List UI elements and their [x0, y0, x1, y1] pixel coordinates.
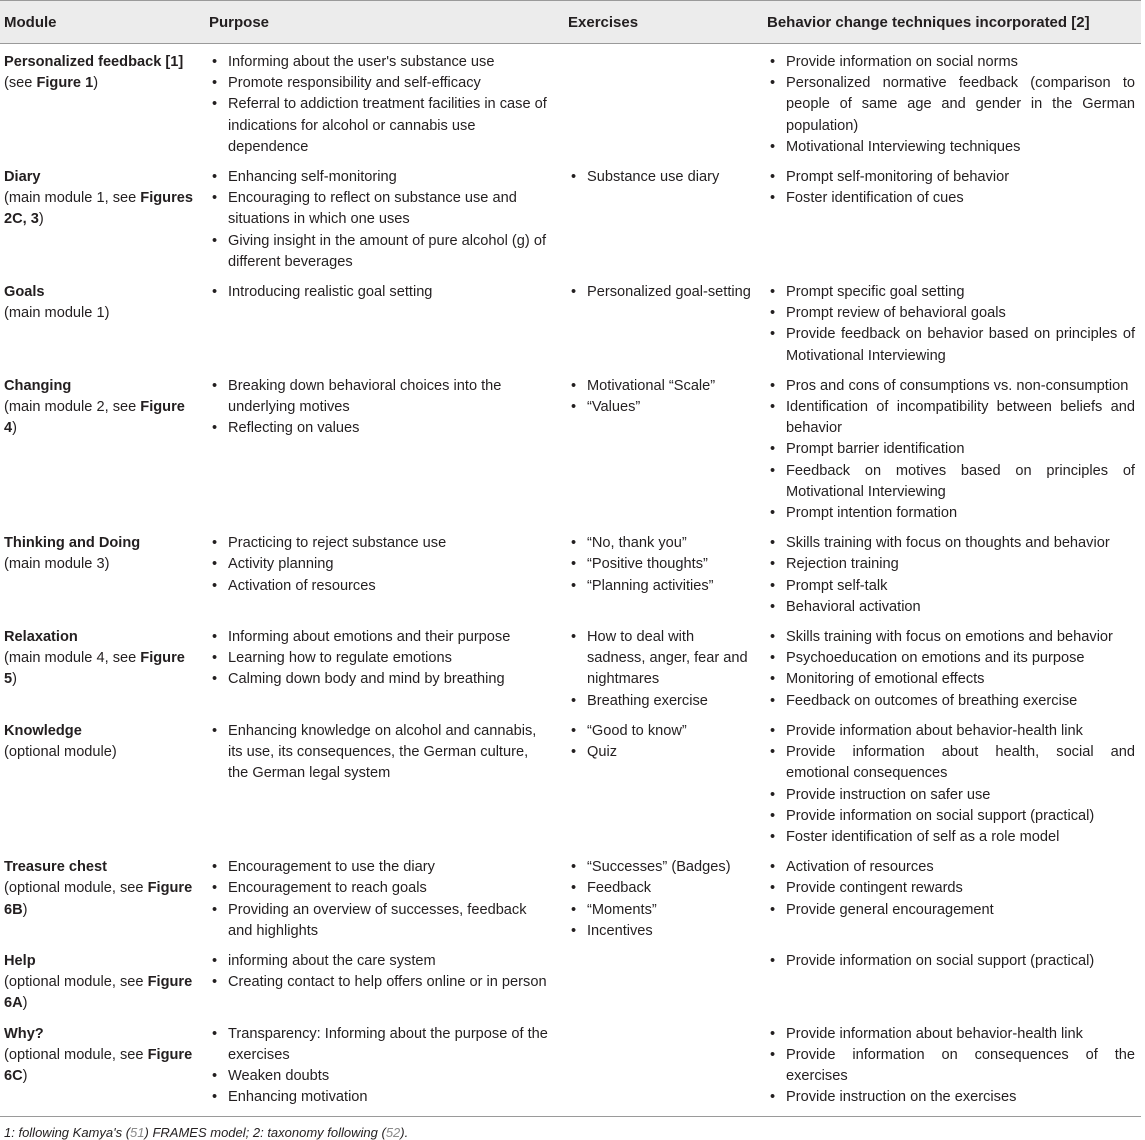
list-item: • Provide instruction on safer use — [767, 785, 1137, 806]
table-row — [0, 276, 1141, 370]
module-subtitle-close: ) — [22, 995, 28, 1012]
figure-link[interactable]: Figures 2C, 3 — [4, 190, 193, 228]
list-item: • Provide information on social support (practical) — [767, 951, 1137, 972]
purpose-list — [209, 167, 552, 273]
list-item: • Prompt specific goal setting — [767, 282, 1137, 303]
bct-list — [767, 1024, 1137, 1109]
module-subtitle — [4, 556, 109, 572]
module-subtitle — [4, 75, 98, 91]
module-name: Treasure chest — [4, 859, 108, 876]
table-footnote — [0, 1117, 1145, 1140]
list-item: • Provide instruction on the exercises — [767, 1087, 1137, 1108]
list-item: • Pros and cons of consumptions vs. non-consumption — [767, 376, 1137, 397]
list-item: • Personalized goal-setting — [568, 282, 751, 303]
list-item: • Provide information about behavior-health link — [767, 721, 1137, 742]
cell-exercises — [556, 1018, 755, 1117]
cell-purpose — [197, 621, 556, 715]
table-row — [0, 44, 1141, 162]
table-row — [0, 851, 1141, 945]
cell-exercises — [556, 44, 755, 162]
header-module: Module — [0, 1, 197, 44]
list-item: • Feedback on motives based on principles of Motivational Interviewing — [767, 461, 1137, 503]
cell-purpose — [197, 1018, 556, 1117]
list-item: • Activation of resources — [767, 857, 1137, 878]
list-item: • Motivational Interviewing techniques — [767, 137, 1137, 158]
list-item: • Creating contact to help offers online or in person — [209, 972, 552, 993]
list-item: • Substance use diary — [568, 167, 751, 188]
module-subtitle — [4, 305, 109, 321]
list-item: • Providing an overview of successes, feedback and highlights — [209, 900, 552, 942]
purpose-list — [209, 1024, 552, 1109]
module-name: Thinking and Doing — [4, 535, 141, 552]
cell-module — [0, 945, 197, 1018]
list-item: • Prompt review of behavioral goals — [767, 303, 1137, 324]
list-item: • informing about the care system — [209, 951, 552, 972]
figure-link[interactable]: Figure 1 — [36, 75, 94, 92]
table-row — [0, 1018, 1141, 1117]
bct-list — [767, 52, 1137, 158]
list-item: • Calming down body and mind by breathing — [209, 669, 552, 690]
list-item: • Prompt self-talk — [767, 576, 1137, 597]
cell-module — [0, 44, 197, 162]
module-subtitle-close: ) — [12, 420, 17, 437]
purpose-list — [209, 951, 552, 993]
list-item: • Giving insight in the amount of pure alcohol (g) of different beverages — [209, 231, 552, 273]
module-subtitle-text: (main module 4, see — [4, 650, 141, 667]
list-item: • Quiz — [568, 742, 751, 763]
module-subtitle-text: (main module 2, see — [4, 399, 141, 416]
cell-purpose — [197, 715, 556, 851]
list-item: • Personalized normative feedback (comparison to people of same age and gender in the German population) — [767, 73, 1137, 137]
list-item: • Provide feedback on behavior based on principles of Motivational Interviewing — [767, 324, 1137, 366]
cell-purpose — [197, 851, 556, 945]
list-item: • Transparency: Informing about the purpose of the exercises — [209, 1024, 552, 1066]
exercises-list — [568, 167, 751, 188]
list-item: • “No, thank you” — [568, 533, 751, 554]
list-item: • Encouragement to use the diary — [209, 857, 552, 878]
footnote-text-1: 1: following Kamya's ( — [4, 1125, 131, 1140]
list-item: • Foster identification of cues — [767, 188, 1137, 209]
cell-module — [0, 851, 197, 945]
list-item: • Provide information on social norms — [767, 52, 1137, 73]
cell-exercises — [556, 945, 755, 1018]
module-subtitle-close: ) — [22, 1067, 28, 1084]
bct-list — [767, 857, 1137, 921]
module-name: Help — [4, 952, 36, 969]
footnote-ref-51[interactable]: 51 — [130, 1125, 145, 1140]
cell-exercises — [556, 851, 755, 945]
bct-list — [767, 282, 1137, 367]
exercises-list — [568, 376, 751, 418]
module-name: Knowledge — [4, 722, 82, 739]
figure-link[interactable]: Figure 4 — [4, 399, 185, 437]
list-item: • Psychoeducation on emotions and its purpose — [767, 648, 1137, 669]
bct-list — [767, 721, 1137, 848]
header-exercises: Exercises — [556, 1, 755, 44]
bct-list — [767, 951, 1137, 972]
header-row — [0, 1, 1141, 44]
list-item: • Weaken doubts — [209, 1066, 552, 1087]
cell-module — [0, 715, 197, 851]
table-row — [0, 715, 1141, 851]
table-row — [0, 370, 1141, 527]
module-subtitle-close: ) — [93, 75, 99, 92]
cell-purpose — [197, 527, 556, 621]
figure-link[interactable]: Figure 5 — [4, 650, 185, 688]
cell-module — [0, 527, 197, 621]
list-item: • Activation of resources — [209, 576, 552, 597]
module-subtitle — [4, 744, 117, 760]
list-item: • “Values” — [568, 397, 751, 418]
cell-bct — [755, 44, 1141, 162]
list-item: • “Moments” — [568, 900, 751, 921]
cell-exercises — [556, 370, 755, 527]
footnote-text-2: ) FRAMES model; 2: taxonomy following ( — [144, 1125, 386, 1140]
list-item: • Skills training with focus on emotions and behavior — [767, 627, 1137, 648]
figure-link[interactable]: Figure 6B — [4, 880, 193, 918]
bct-list — [767, 627, 1137, 712]
table-row — [0, 945, 1141, 1018]
list-item: • Skills training with focus on thoughts and behavior — [767, 533, 1137, 554]
purpose-list — [209, 857, 552, 942]
header-bct: Behavior change techniques incorporated [2] — [755, 1, 1141, 44]
cell-module — [0, 1018, 197, 1117]
bct-list — [767, 533, 1137, 618]
module-subtitle — [4, 650, 185, 687]
module-subtitle-close: ) — [22, 901, 28, 918]
exercises-list — [568, 282, 751, 303]
module-subtitle-text: (optional module, see — [4, 880, 148, 897]
purpose-list — [209, 721, 552, 785]
footnote-ref-52[interactable]: 52 — [385, 1125, 401, 1140]
module-subtitle-text: (main module 1) — [4, 305, 110, 322]
purpose-list — [209, 627, 552, 691]
module-name: Goals — [4, 284, 45, 301]
list-item: • Enhancing motivation — [209, 1087, 552, 1108]
table-row — [0, 527, 1141, 621]
list-item: • Promote responsibility and self-efficacy — [209, 73, 552, 94]
list-item: • Monitoring of emotional effects — [767, 669, 1137, 690]
cell-bct — [755, 715, 1141, 851]
list-item: • “Successes” (Badges) — [568, 857, 751, 878]
purpose-list — [209, 52, 552, 158]
cell-module — [0, 370, 197, 527]
cell-purpose — [197, 276, 556, 370]
cell-bct — [755, 276, 1141, 370]
exercises-list — [568, 857, 751, 942]
list-item: • Reflecting on values — [209, 418, 552, 439]
list-item: • Feedback — [568, 878, 751, 899]
exercises-list — [568, 721, 751, 763]
list-item: • Breaking down behavioral choices into the underlying motives — [209, 376, 552, 418]
table-header — [0, 1, 1141, 44]
list-item: • Provide information about behavior-health link — [767, 1024, 1137, 1045]
list-item: • Provide information on consequences of the exercises — [767, 1045, 1137, 1087]
purpose-list — [209, 282, 552, 303]
list-item: • Rejection training — [767, 554, 1137, 575]
cell-bct — [755, 161, 1141, 276]
list-item: • Provide information about health, social and emotional consequences — [767, 742, 1137, 784]
cell-bct — [755, 621, 1141, 715]
cell-bct — [755, 370, 1141, 527]
bct-list — [767, 167, 1137, 209]
module-name: Why? — [4, 1025, 44, 1042]
bct-list — [767, 376, 1137, 524]
module-subtitle-text: (optional module) — [4, 744, 117, 761]
cell-bct — [755, 851, 1141, 945]
figure-link[interactable]: Figure 6C — [4, 1046, 193, 1084]
list-item: • Prompt self-monitoring of behavior — [767, 167, 1137, 188]
cell-bct — [755, 1018, 1141, 1117]
cell-bct — [755, 945, 1141, 1018]
list-item: • Feedback on outcomes of breathing exercise — [767, 691, 1137, 712]
module-name: Relaxation — [4, 629, 78, 646]
table-row — [0, 161, 1141, 276]
list-item: • “Positive thoughts” — [568, 554, 751, 575]
table-row — [0, 621, 1141, 715]
module-subtitle — [4, 880, 192, 917]
module-subtitle — [4, 974, 192, 1011]
list-item: • Provide general encouragement — [767, 900, 1137, 921]
module-subtitle-text: (optional module, see — [4, 974, 148, 991]
purpose-list — [209, 376, 552, 440]
module-subtitle-text: (main module 1, see — [4, 190, 141, 207]
list-item: • Breathing exercise — [568, 691, 751, 712]
module-name: Personalized feedback [1] — [4, 54, 184, 70]
cell-purpose — [197, 161, 556, 276]
cell-module — [0, 621, 197, 715]
header-purpose: Purpose — [197, 1, 556, 44]
list-item: • Identification of incompatibility between beliefs and behavior — [767, 397, 1137, 439]
cell-exercises — [556, 276, 755, 370]
list-item: • “Good to know” — [568, 721, 751, 742]
exercises-list — [568, 627, 751, 712]
cell-exercises — [556, 161, 755, 276]
module-subtitle-close: ) — [38, 211, 44, 228]
list-item: • “Planning activities” — [568, 576, 751, 597]
figure-link[interactable]: Figure 6A — [4, 974, 193, 1012]
module-name: Changing — [4, 377, 72, 394]
purpose-list — [209, 533, 552, 597]
module-subtitle-text: (see — [4, 75, 37, 92]
list-item: • Activity planning — [209, 554, 552, 575]
list-item: • Prompt intention formation — [767, 503, 1137, 524]
list-item: • Referral to addiction treatment facilities in case of indications for alcohol or cannabis use dependence — [209, 94, 552, 158]
exercises-list — [568, 533, 751, 597]
list-item: • Motivational “Scale” — [568, 376, 751, 397]
list-item: • Provide information on social support (practical) — [767, 806, 1137, 827]
list-item: • Introducing realistic goal setting — [209, 282, 552, 303]
module-subtitle — [4, 399, 185, 436]
cell-exercises — [556, 621, 755, 715]
list-item: • Practicing to reject substance use — [209, 533, 552, 554]
module-subtitle-text: (optional module, see — [4, 1046, 148, 1063]
cell-exercises — [556, 715, 755, 851]
cell-purpose — [197, 370, 556, 527]
list-item: • Prompt barrier identification — [767, 439, 1137, 460]
table-body — [0, 44, 1141, 1117]
module-name: Diary — [4, 169, 41, 186]
list-item: • Provide contingent rewards — [767, 878, 1137, 899]
cell-purpose — [197, 945, 556, 1018]
list-item: • Enhancing knowledge on alcohol and cannabis, its use, its consequences, the German culture, the German legal system — [209, 721, 552, 785]
list-item: • Encouragement to reach goals — [209, 878, 552, 899]
cell-purpose — [197, 44, 556, 162]
module-subtitle-close: ) — [12, 671, 17, 688]
list-item: • Enhancing self-monitoring — [209, 167, 552, 188]
cell-bct — [755, 527, 1141, 621]
list-item: • Encouraging to reflect on substance use and situations in which one uses — [209, 188, 552, 230]
cell-module — [0, 161, 197, 276]
list-item: • Learning how to regulate emotions — [209, 648, 552, 669]
module-subtitle — [4, 190, 193, 227]
list-item: • Incentives — [568, 921, 751, 942]
cell-exercises — [556, 527, 755, 621]
list-item: • How to deal with sadness, anger, fear and nightmares — [568, 627, 751, 691]
list-item: • Informing about the user's substance use — [209, 52, 552, 73]
module-subtitle-text: (main module 3) — [4, 556, 110, 573]
cell-module — [0, 276, 197, 370]
list-item: • Foster identification of self as a role model — [767, 827, 1137, 848]
list-item: • Behavioral activation — [767, 597, 1137, 618]
module-subtitle — [4, 1047, 192, 1084]
list-item: • Informing about emotions and their purpose — [209, 627, 552, 648]
footnote-text-3: ). — [400, 1125, 409, 1140]
